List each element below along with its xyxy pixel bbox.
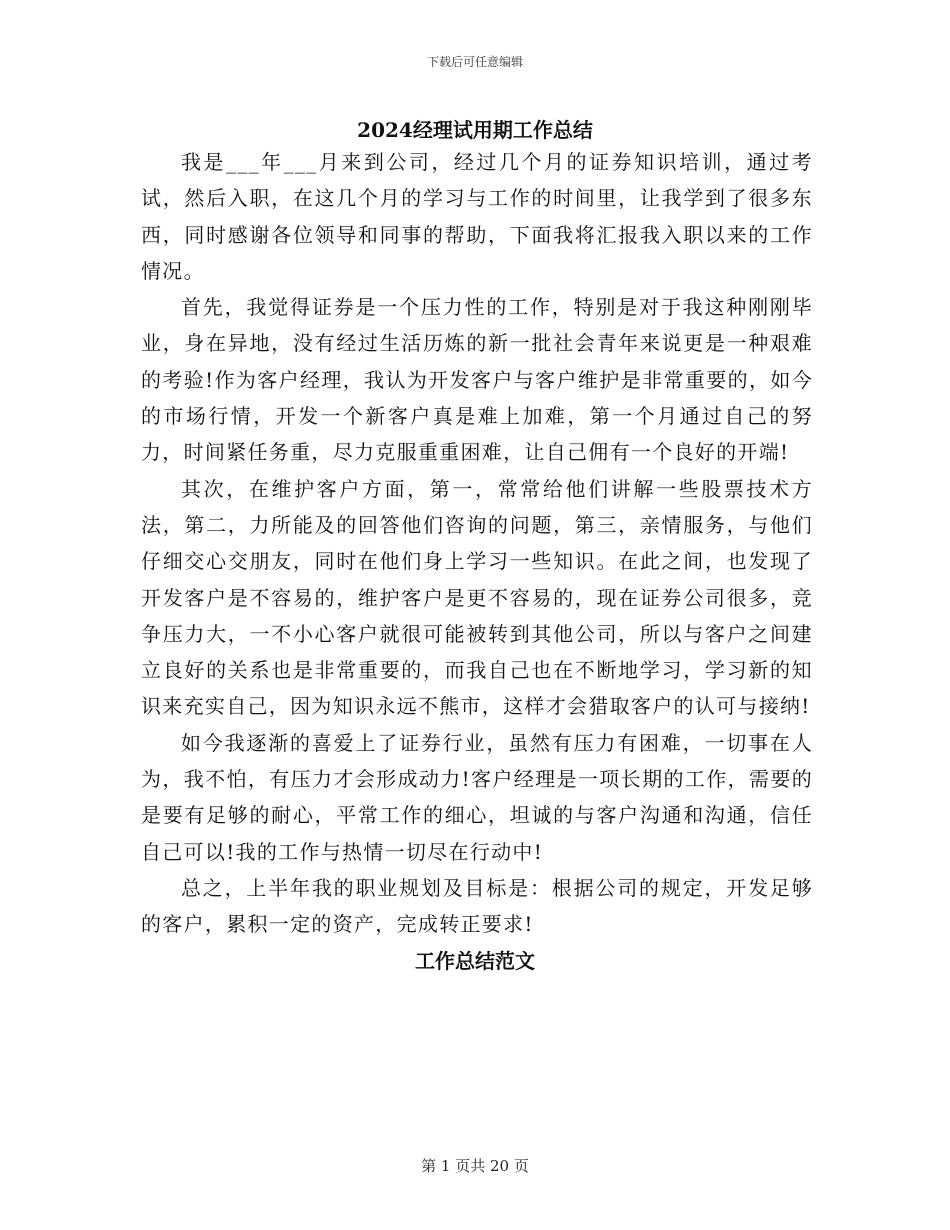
document-body — [141, 144, 813, 979]
page-header: 下载后可任意编辑 — [426, 55, 523, 69]
paragraph-first: 首先，我觉得证券是一个压力性的工作，特别是对于我这种刚刚毕业，身在异地，没有经过生活历炼的新一批社会青年来说更是一种艰难的考验!作为客户经理，我认为开发客户与客户维护是非常重要的，如今的市场行情，开发一个新客户真是难上加难，第一个月通过自己的努力，时间紧任务重，尽力克服重重困难，让自己佣有一个良好的开端! — [141, 295, 813, 465]
paragraph-intro: 我是___年___月来到公司，经过几个月的证券知识培训，通过考试，然后入职，在这几个月的学习与工作的时间里，让我学到了很多东西，同时感谢各位领导和同事的帮助，下面我将汇报我入职以来的工作情况。 — [141, 150, 813, 283]
document-title: 2024经理试用期工作总结 — [357, 118, 593, 142]
paragraph-second: 其次，在维护客户方面，第一，常常给他们讲解一些股票技术方法，第二，力所能及的回答他们咨询的问题，第三，亲情服务，与他们仔细交心交朋友，同时在他们身上学习一些知识。在此之间，也发现了开发客户是不容易的，维护客户是更不容易的，现在证券公司很多，竞争压力大，一不小心客户就很可能被转到其他公司，所以与客户之间建立良好的关系也是非常重要的，而我自己也在不断地学习，学习新的知识来充实自己，因为知识永远不熊市，这样才会猎取客户的认可与接纳! — [141, 476, 813, 719]
page-footer: 第 1 页共 20 页 — [421, 1157, 529, 1175]
paragraph-summary: 总之，上半年我的职业规划及目标是：根据公司的规定，开发足够的客户，累积一定的资产，完成转正要求! — [141, 875, 813, 937]
section-title: 工作总结范文 — [415, 948, 535, 973]
paragraph-third: 如今我逐渐的喜爱上了证券行业，虽然有压力有困难，一切事在人为，我不怕，有压力才会形成动力!客户经理是一项长期的工作，需要的是要有足够的耐心，平常工作的细心，坦诚的与客户沟通和沟通，信任自己可以!我的工作与热情一切尽在行动中! — [141, 730, 813, 864]
